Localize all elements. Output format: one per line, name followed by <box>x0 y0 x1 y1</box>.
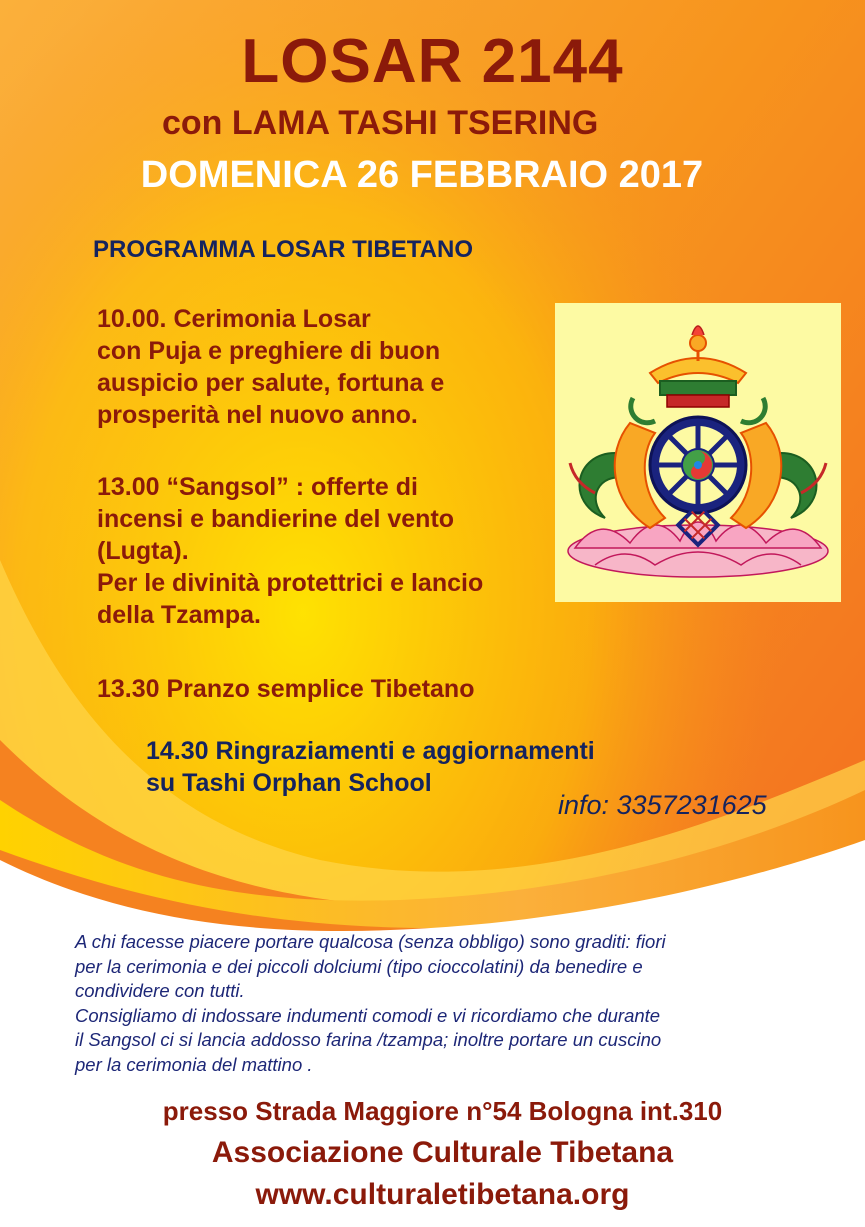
notes-paragraph <box>75 930 666 1077</box>
notes-line: condividere con tutti. <box>75 980 245 1001</box>
schedule-line: su Tashi Orphan School <box>146 769 432 797</box>
schedule-line: incensi e bandierine del vento <box>97 505 455 533</box>
notes-line: A chi facesse piacere portare qualcosa (senza obbligo) sono graditi: fiori <box>75 931 666 952</box>
schedule-line: 13.00 “Sangsol” : offerte di <box>97 473 418 501</box>
schedule-line: auspicio per salute, fortuna e <box>97 369 445 397</box>
poster-subtitle: con LAMA TASHI TSERING <box>162 104 599 142</box>
dharma-wheel-emblem-icon <box>555 303 841 602</box>
association-name: Associazione Culturale Tibetana <box>211 1136 674 1169</box>
schedule-line: 10.00. Cerimonia Losar <box>97 305 371 333</box>
schedule-line: 13.30 Pranzo semplice Tibetano <box>97 675 475 703</box>
schedule-item <box>97 303 444 431</box>
schedule-line: (Lugta). <box>97 537 189 565</box>
website-link[interactable]: www.culturaletibetana.org <box>255 1178 630 1211</box>
lotus-icon <box>568 522 828 577</box>
poster-title: LOSAR 2144 <box>241 27 624 96</box>
schedule-item <box>97 673 474 705</box>
schedule-item <box>146 735 595 799</box>
schedule-line: Per le divinità protettrici e lancio <box>97 569 484 597</box>
notes-line: per la cerimonia del mattino . <box>75 1053 313 1075</box>
notes-line: Consigliamo di indossare indumenti comodi e vi ricordiamo che durante <box>75 1004 661 1026</box>
program-heading: PROGRAMMA LOSAR TIBETANO <box>93 236 473 263</box>
info-phone: info: 3357231625 <box>558 790 767 820</box>
schedule-line: con Puja e preghiere di buon <box>97 337 441 365</box>
schedule-item <box>97 471 483 631</box>
notes-line: il Sangsol ci si lancia addosso farina /tzampa; inoltre portare un cuscino <box>75 1029 662 1050</box>
notes-line: per la cerimonia e dei piccoli dolciumi (tipo cioccolatini) da benedire e <box>75 955 643 977</box>
schedule-line: 14.30 Ringraziamenti e aggiornamenti <box>146 737 595 765</box>
schedule-line: prosperità nel nuovo anno. <box>97 401 418 429</box>
event-date: DOMENICA 26 FEBBRAIO 2017 <box>140 154 704 196</box>
venue-address: presso Strada Maggiore n°54 Bologna int.310 <box>162 1096 723 1126</box>
schedule-line: della Tzampa. <box>97 601 261 629</box>
emblem-panel <box>555 303 841 602</box>
